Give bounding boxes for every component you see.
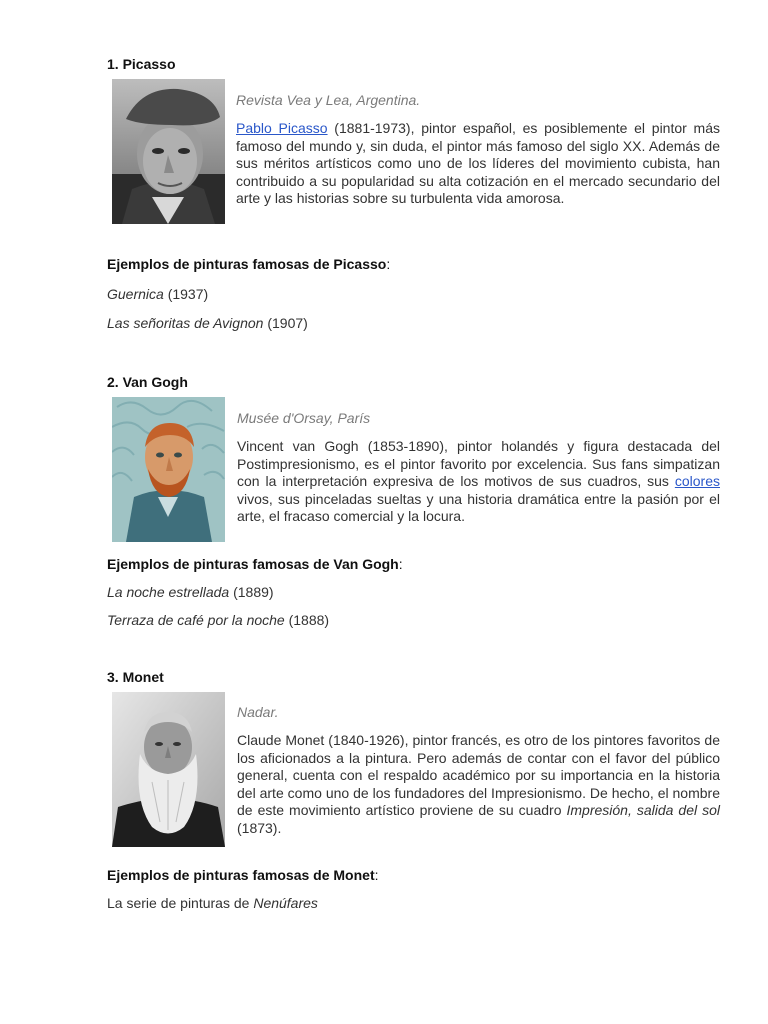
monet-examples-heading [107, 867, 379, 883]
work-title: Nenúfares [253, 895, 318, 911]
picasso-link[interactable]: Pablo Picasso [236, 120, 328, 136]
picasso-work-1 [107, 286, 208, 302]
monet-description [237, 732, 720, 837]
picasso-examples-heading [107, 256, 390, 272]
work-title: Guernica [107, 286, 164, 302]
vangogh-caption: Musée d'Orsay, París [237, 410, 371, 426]
colores-link[interactable]: colores [674, 473, 720, 489]
picasso-work-2 [107, 315, 308, 331]
monet-examples-label: Ejemplos de pinturas famosas de Monet [107, 867, 375, 883]
picasso-caption: Revista Vea y Lea, Argentina. [236, 92, 421, 108]
vangogh-examples-heading [107, 556, 403, 572]
monet-work-1 [107, 895, 318, 911]
monet-examples-colon: : [374, 867, 379, 883]
work-year: (1937) [163, 286, 209, 302]
work-year: (1888) [284, 612, 330, 628]
picasso-description-text: (1881-1973), pintor español, es posiblemente el pintor más famoso del mundo y, sin duda, el pintor más famoso del siglo XX. Además de sus méritos artísticos como uno de los líderes del movimiento cubista, han contribuido a su popularidad su alta cotización en el mercado secundario del arte y las historias sobre su turbulenta vida amorosa. [236, 120, 720, 206]
vangogh-description-text: Vincent van Gogh (1853-1890), pintor holandés y figura destacada del Postimpresionismo, es el pintor favorito por excelencia. Sus fans simpatizan con la interpretación expresiva de los motivos de sus cuadros, sus [237, 438, 720, 489]
work-title: La noche estrellada [107, 584, 230, 600]
section-heading-vangogh: 2. Van Gogh [107, 374, 188, 390]
work-year: (1907) [263, 315, 308, 331]
picasso-examples-colon: : [386, 256, 391, 272]
picasso-examples-label: Ejemplos de pinturas famosas de Picasso [107, 256, 387, 272]
vangogh-work-2 [107, 612, 329, 628]
vangogh-description [237, 438, 720, 526]
vangogh-examples-colon: : [398, 556, 403, 572]
monet-portrait [112, 692, 225, 847]
vangogh-portrait [112, 397, 225, 542]
picasso-description [236, 120, 720, 208]
work-prefix: La serie de pinturas de [107, 895, 254, 911]
vangogh-description-text-end: vivos, sus pinceladas sueltas y una historia dramática entre la pasión por el arte, el fracaso comercial y la locura. [237, 490, 720, 524]
monet-caption: Nadar. [237, 704, 279, 720]
monet-description-text-end: (1873). [237, 819, 282, 836]
section-heading-picasso: 1. Picasso [107, 56, 176, 72]
picasso-portrait [112, 79, 225, 224]
work-title: Las señoritas de Avignon [107, 315, 264, 331]
vangogh-examples-label: Ejemplos de pinturas famosas de Van Gogh [107, 556, 399, 572]
monet-painting-title: Impresión, salida del sol [566, 802, 720, 818]
section-heading-monet: 3. Monet [107, 669, 164, 685]
work-year: (1889) [229, 584, 274, 600]
monet-description-text: Claude Monet (1840-1926), pintor francés, es otro de los pintores favoritos de los aficionados a la pintura. Pero además de contar con el favor del público general, cuenta con el respaldo académico por su importancia en la historia del arte como uno de los fundadores del Impresionismo. De hecho, el nombre de este movimiento artístico proviene de su cuadro [237, 732, 720, 818]
work-title: Terraza de café por la noche [107, 612, 285, 628]
vangogh-work-1 [107, 584, 274, 600]
